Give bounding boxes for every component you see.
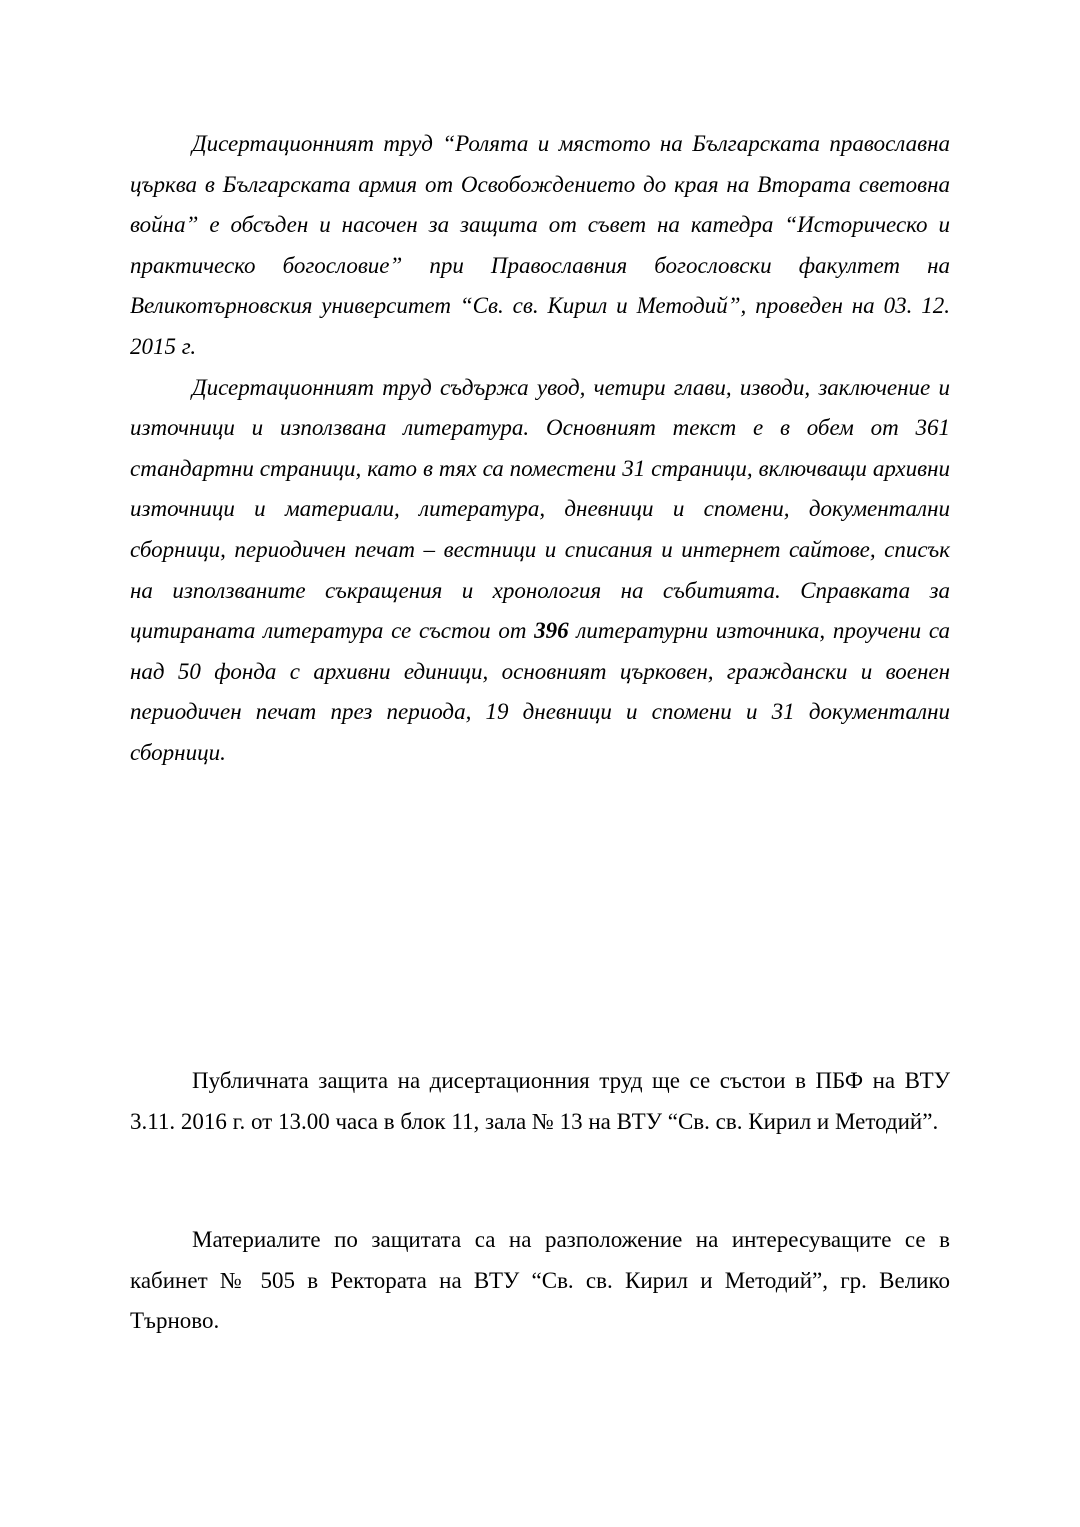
public-defense-paragraph: Публичната защита на дисертационния труд ще се състои в ПБФ на ВТУ 3.11. 2016 г. от 13.00 часа в блок 11, зала № 13 на ВТУ “Св. св. Кирил и Методий”. (130, 1068, 950, 1134)
materials-info-block (130, 1220, 950, 1342)
content-paragraph-text-end: литературни източника, проучени са над 50 фонда с архивни единици, основният църковен, граждански и военен периодичен печат през периода, 19 дневници и спомени и 31 документални сборници. (130, 618, 950, 765)
content-paragraph (130, 368, 950, 774)
content-paragraph-text-start: Дисертационният труд съдържа увод, четири глави, изводи, заключение и източници и използвана литература. Основният текст е в обем от 361 стандартни страници, като в тях са поместени 31 страници, включващи архивни източници и материали, литература, дневници и спомени, документални сборници, периодичен печат – вестници и списания и интернет сайтове, списък на използваните съкращения и хронология на събитията. Справката за цитираната литература се състои от (130, 374, 950, 644)
literature-count: 396 (534, 618, 569, 644)
materials-availability-paragraph: Материалите по защитата са на разположение на интересуващите се в кабинет № 505 в Ректората на ВТУ “Св. св. Кирил и Методий”, гр. Велико Търново. (130, 1227, 950, 1333)
discussion-paragraph: Дисертационният труд “Ролята и мястото на Българската православна църква в Българската армия от Освобождението до края на Втората световна война” е обсъден и насочен за защита от съвет на катедра “Историческо и практическо богословие” при Православния богословски факултет на Великотърновския университет “Св. св. Кирил и Методий”, проведен на 03. 12. 2015 г. (130, 131, 950, 359)
defense-announcement-block (130, 1061, 950, 1142)
dissertation-summary-block (130, 124, 950, 774)
